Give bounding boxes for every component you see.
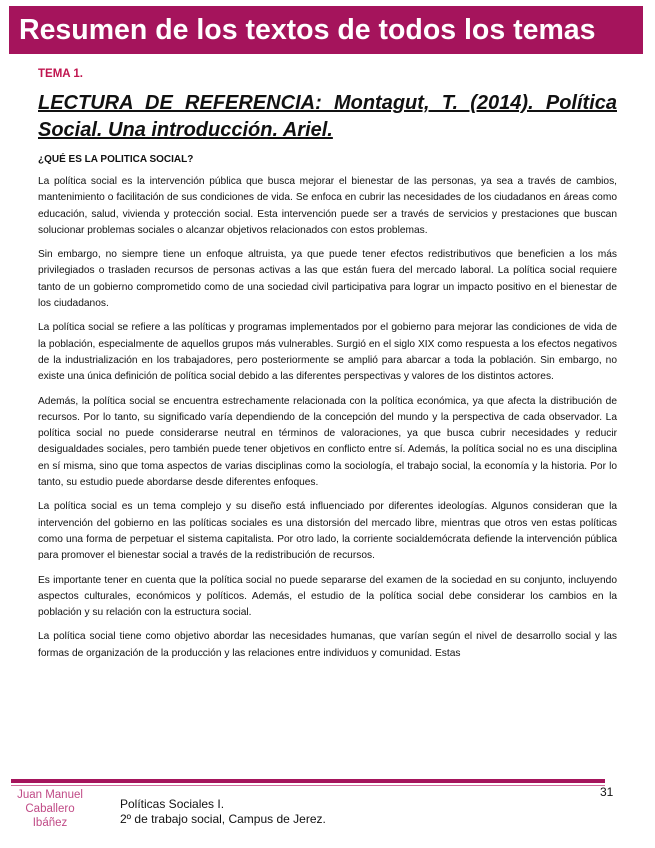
- question-heading: ¿QUÉ ES LA POLITICA SOCIAL?: [38, 154, 194, 165]
- paragraph-1: La política social es la intervención pública que busca mejorar el bienestar de las personas, ya sea a través de cambios, mantenimiento o facilitación de sus condiciones de vida. Se enfoca en cubrir las necesidades de los ciudadanos en áreas como educación, salud, vivienda y protección social. Esta intervención puede ser a través de servicios y prestaciones que buscan solucionar problemas sociales o alcanzar objetivos relacionados con estos problemas.: [38, 176, 617, 236]
- author-line-3: Ibáñez: [32, 817, 68, 829]
- footer-divider-thin: [11, 785, 605, 786]
- document-body: [38, 68, 617, 670]
- course-line-2: 2º de trabajo social, Campus de Jerez.: [120, 812, 326, 826]
- course-line-1: Políticas Sociales I.: [120, 797, 225, 811]
- paragraph-4: Además, la política social se encuentra estrechamente relacionada con la política económica, ya que afecta la distribución de recursos. Por lo tanto, su significado varía dependiendo de la concepción del mundo y la perspectiva de cada observador. La política social no puede considerarse neutral en términos de valoraciones, ya que busca cubrir necesidades y reducir desigualdades sociales, pero también puede tener objetivos en conflicto entre sí. Además, la política social no es una disciplina en sí misma, sino que toma aspectos de varias disciplinas como la sociología, el trabajo social, la economía y la historia. Por lo tanto, su estudio puede abordarse desde diferentes enfoques.: [38, 395, 617, 489]
- author-line-2: Caballero: [25, 803, 75, 815]
- footer-course: [120, 797, 326, 827]
- paragraph-5: La política social es un tema complejo y su diseño está influenciado por diferentes ideologías. Algunos consideran que la intervención del gobierno en las políticas sociales es una distorsión del mercado libre, mientras que otros ven estas políticas como una forma de perpetuar el sistema capitalista. Por otro lado, la corriente socialdemócrata defiende la intervención pública para promover el bienestar social a través de la redistribución de recursos.: [38, 501, 617, 562]
- author-line-1: Juan Manuel: [17, 789, 83, 801]
- tema-heading: TEMA 1.: [38, 68, 83, 80]
- paragraph-7: La política social tiene como objetivo abordar las necesidades humanas, que varían según el nivel de desarrollo social y las formas de organización de la producción y las relaciones entre individuos y comunidad. Estas: [38, 631, 617, 659]
- footer-divider: [11, 779, 605, 783]
- paragraph-3: La política social se refiere a las políticas y programas implementados por el gobierno para mejorar las condiciones de vida de la población, especialmente de aquellos grupos más vulnerables. Surgió en el siglo XIX como respuesta a los efectos negativos de la industrialización en los trabajadores, pero posteriormente se amplió para abarcar a toda la población. Sin embargo, no existe una única definición de política social debido a las diferentes perspectivas y valores de los distintos actores.: [38, 322, 617, 383]
- paragraph-6: Es importante tener en cuenta que la política social no puede separarse del examen de la sociedad en su conjunto, incluyendo aspectos culturales, económicos y políticos. Además, el estudio de la política social debe considerar los cambios en la población y su relación con la estructura social.: [38, 574, 617, 619]
- page-title-banner: Resumen de los textos de todos los temas: [9, 6, 643, 54]
- page-number: 31: [600, 785, 614, 799]
- footer-author: [10, 788, 90, 830]
- paragraph-2: Sin embargo, no siempre tiene un enfoque altruista, ya que puede tener efectos redistributivos que beneficien a los más privilegiados o trasladen recursos de personas activas a las que están fuera del mercado laboral. La política social requiere tanto de un gobierno comprometido como de una sociedad civil participativa para lograr un impacto positivo en el bienestar de los ciudadanos.: [38, 249, 617, 310]
- reference-heading: LECTURA DE REFERENCIA: Montagut, T. (2014). Política Social. Una introducción. Ariel.: [38, 92, 617, 141]
